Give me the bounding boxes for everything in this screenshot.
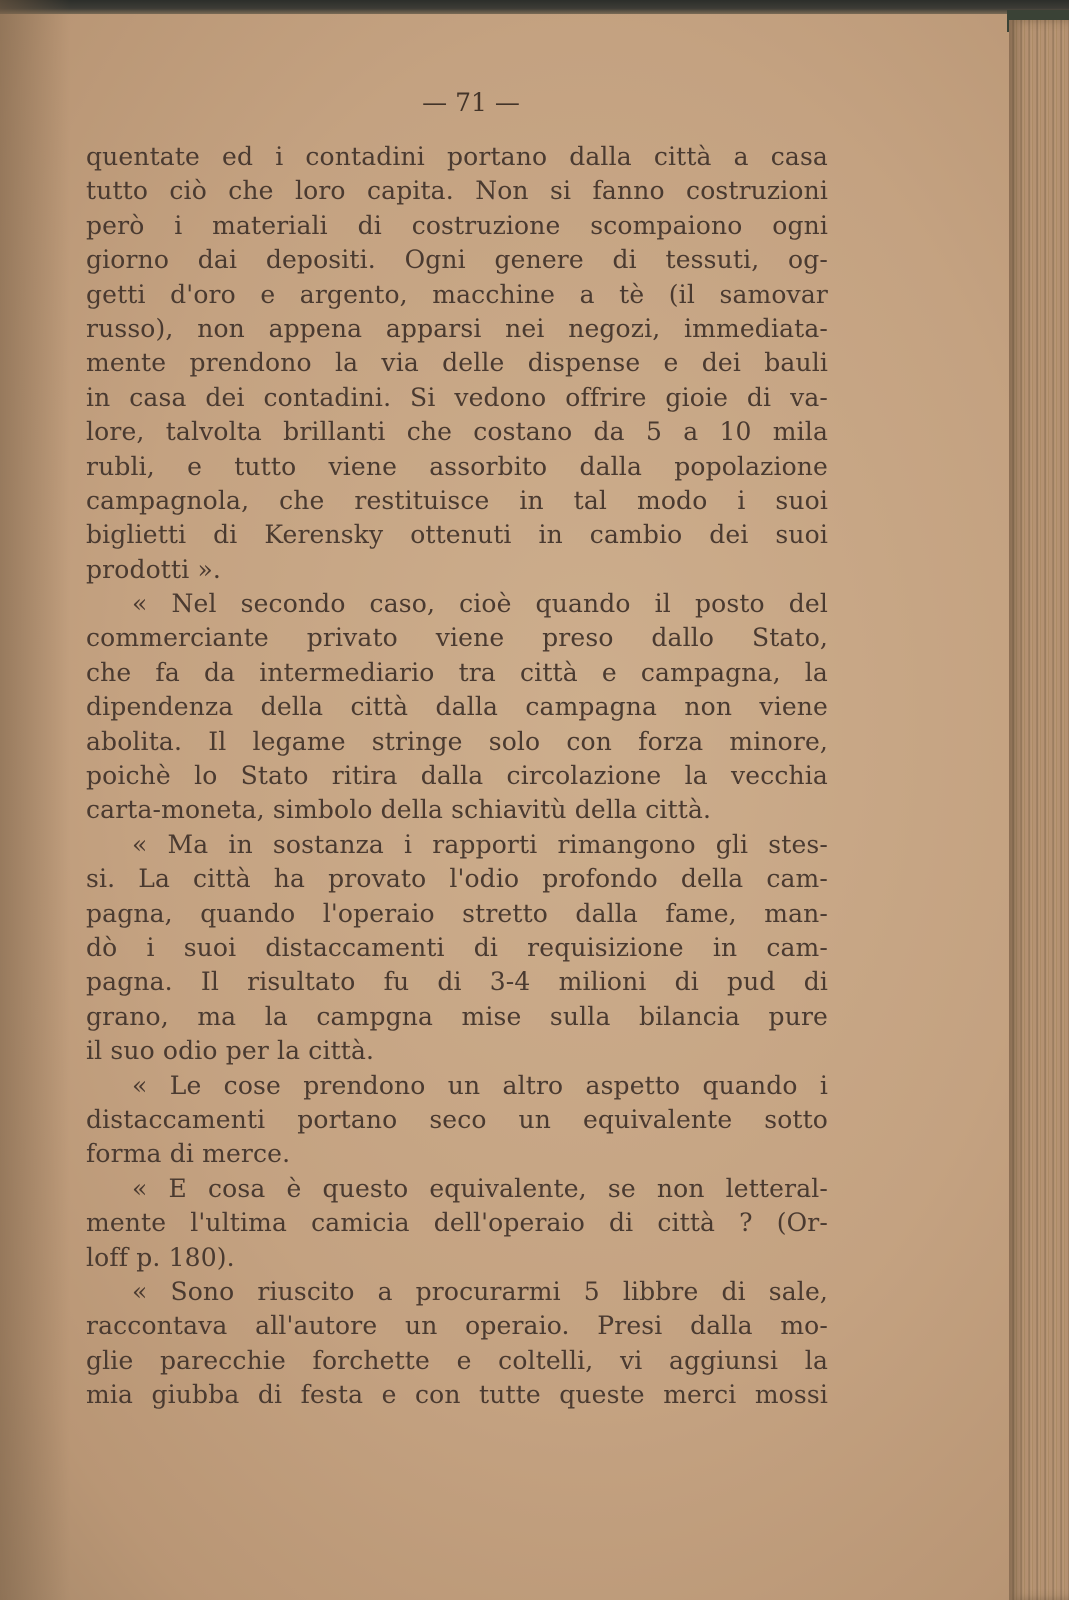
text-line: mente l'ultima camicia dell'operaio di città ? (Or-	[86, 1208, 828, 1238]
page-number: — 71 —	[422, 88, 520, 117]
page-stack-edge	[1009, 20, 1069, 1600]
text-line: loff p. 180).	[86, 1242, 235, 1272]
text-line: prodotti ».	[86, 554, 221, 584]
text-line: getti d'oro e argento, macchine a tè (il samovar	[86, 279, 828, 309]
text-line: carta-moneta, simbolo della schiavitù della città.	[86, 795, 712, 825]
text-line: biglietti di Kerensky ottenuti in cambio dei suoi	[86, 520, 828, 550]
text-line: lore, talvolta brillanti che costano da 5 a 10 mila	[86, 417, 828, 447]
text-line: in casa dei contadini. Si vedono offrire gioie di va-	[86, 382, 828, 412]
text-line: « Nel secondo caso, cioè quando il posto del	[132, 589, 828, 619]
text-line: giorno dai depositi. Ogni genere di tessuti, og-	[86, 245, 828, 275]
text-line: che fa da intermediario tra città e campagna, la	[86, 657, 828, 687]
text-line: quentate ed i contadini portano dalla città a casa	[86, 142, 828, 171]
text-line: russo), non appena apparsi nei negozi, immediata-	[86, 313, 828, 343]
text-line: « E cosa è questo equivalente, se non letteral-	[132, 1173, 828, 1203]
text-line: dipendenza della città dalla campagna non viene	[86, 692, 828, 722]
text-line: forma di merce.	[86, 1139, 291, 1169]
text-line: però i materiali di costruzione scompaiono ogni	[86, 210, 828, 240]
text-line: si. La città ha provato l'odio profondo della cam-	[86, 864, 828, 894]
text-line: pagna. Il risultato fu di 3-4 milioni di pud di	[86, 967, 828, 997]
text-line: pagna, quando l'operaio stretto dalla fame, man-	[86, 898, 828, 928]
text-line: rubli, e tutto viene assorbito dalla popolazione	[86, 451, 828, 481]
text-line: mente prendono la via delle dispense e dei bauli	[86, 348, 828, 378]
text-line: « Ma in sostanza i rapporti rimangono gli stes-	[132, 829, 828, 859]
text-line: tutto ciò che loro capita. Non si fanno costruzioni	[86, 176, 828, 206]
text-line: abolita. Il legame stringe solo con forza minore,	[86, 726, 828, 756]
text-line: « Le cose prendono un altro aspetto quando i	[132, 1070, 828, 1100]
text-line: poichè lo Stato ritira dalla circolazione la vecchia	[86, 761, 828, 791]
page-gutter-shadow	[0, 0, 70, 1600]
text-line: glie parecchie forchette e coltelli, vi aggiunsi la	[86, 1345, 828, 1375]
text-line: il suo odio per la città.	[86, 1036, 375, 1066]
text-line: commerciante privato viene preso dallo Stato,	[86, 623, 828, 653]
text-line: campagnola, che restituisce in tal modo i suoi	[86, 485, 828, 515]
text-line: distaccamenti portano seco un equivalente sotto	[86, 1104, 828, 1134]
text-line: dò i suoi distaccamenti di requisizione in cam-	[86, 932, 828, 962]
text-line: mia giubba di festa e con tutte queste merci mossi	[86, 1380, 828, 1410]
text-line: grano, ma la campgna mise sulla bilancia pure	[86, 1001, 828, 1031]
body-text	[86, 140, 828, 1412]
text-line: raccontava all'autore un operaio. Presi dalla mo-	[86, 1311, 828, 1341]
text-line: « Sono riuscito a procurarmi 5 libbre di sale,	[132, 1276, 828, 1306]
book-cover-edge	[0, 0, 1069, 14]
